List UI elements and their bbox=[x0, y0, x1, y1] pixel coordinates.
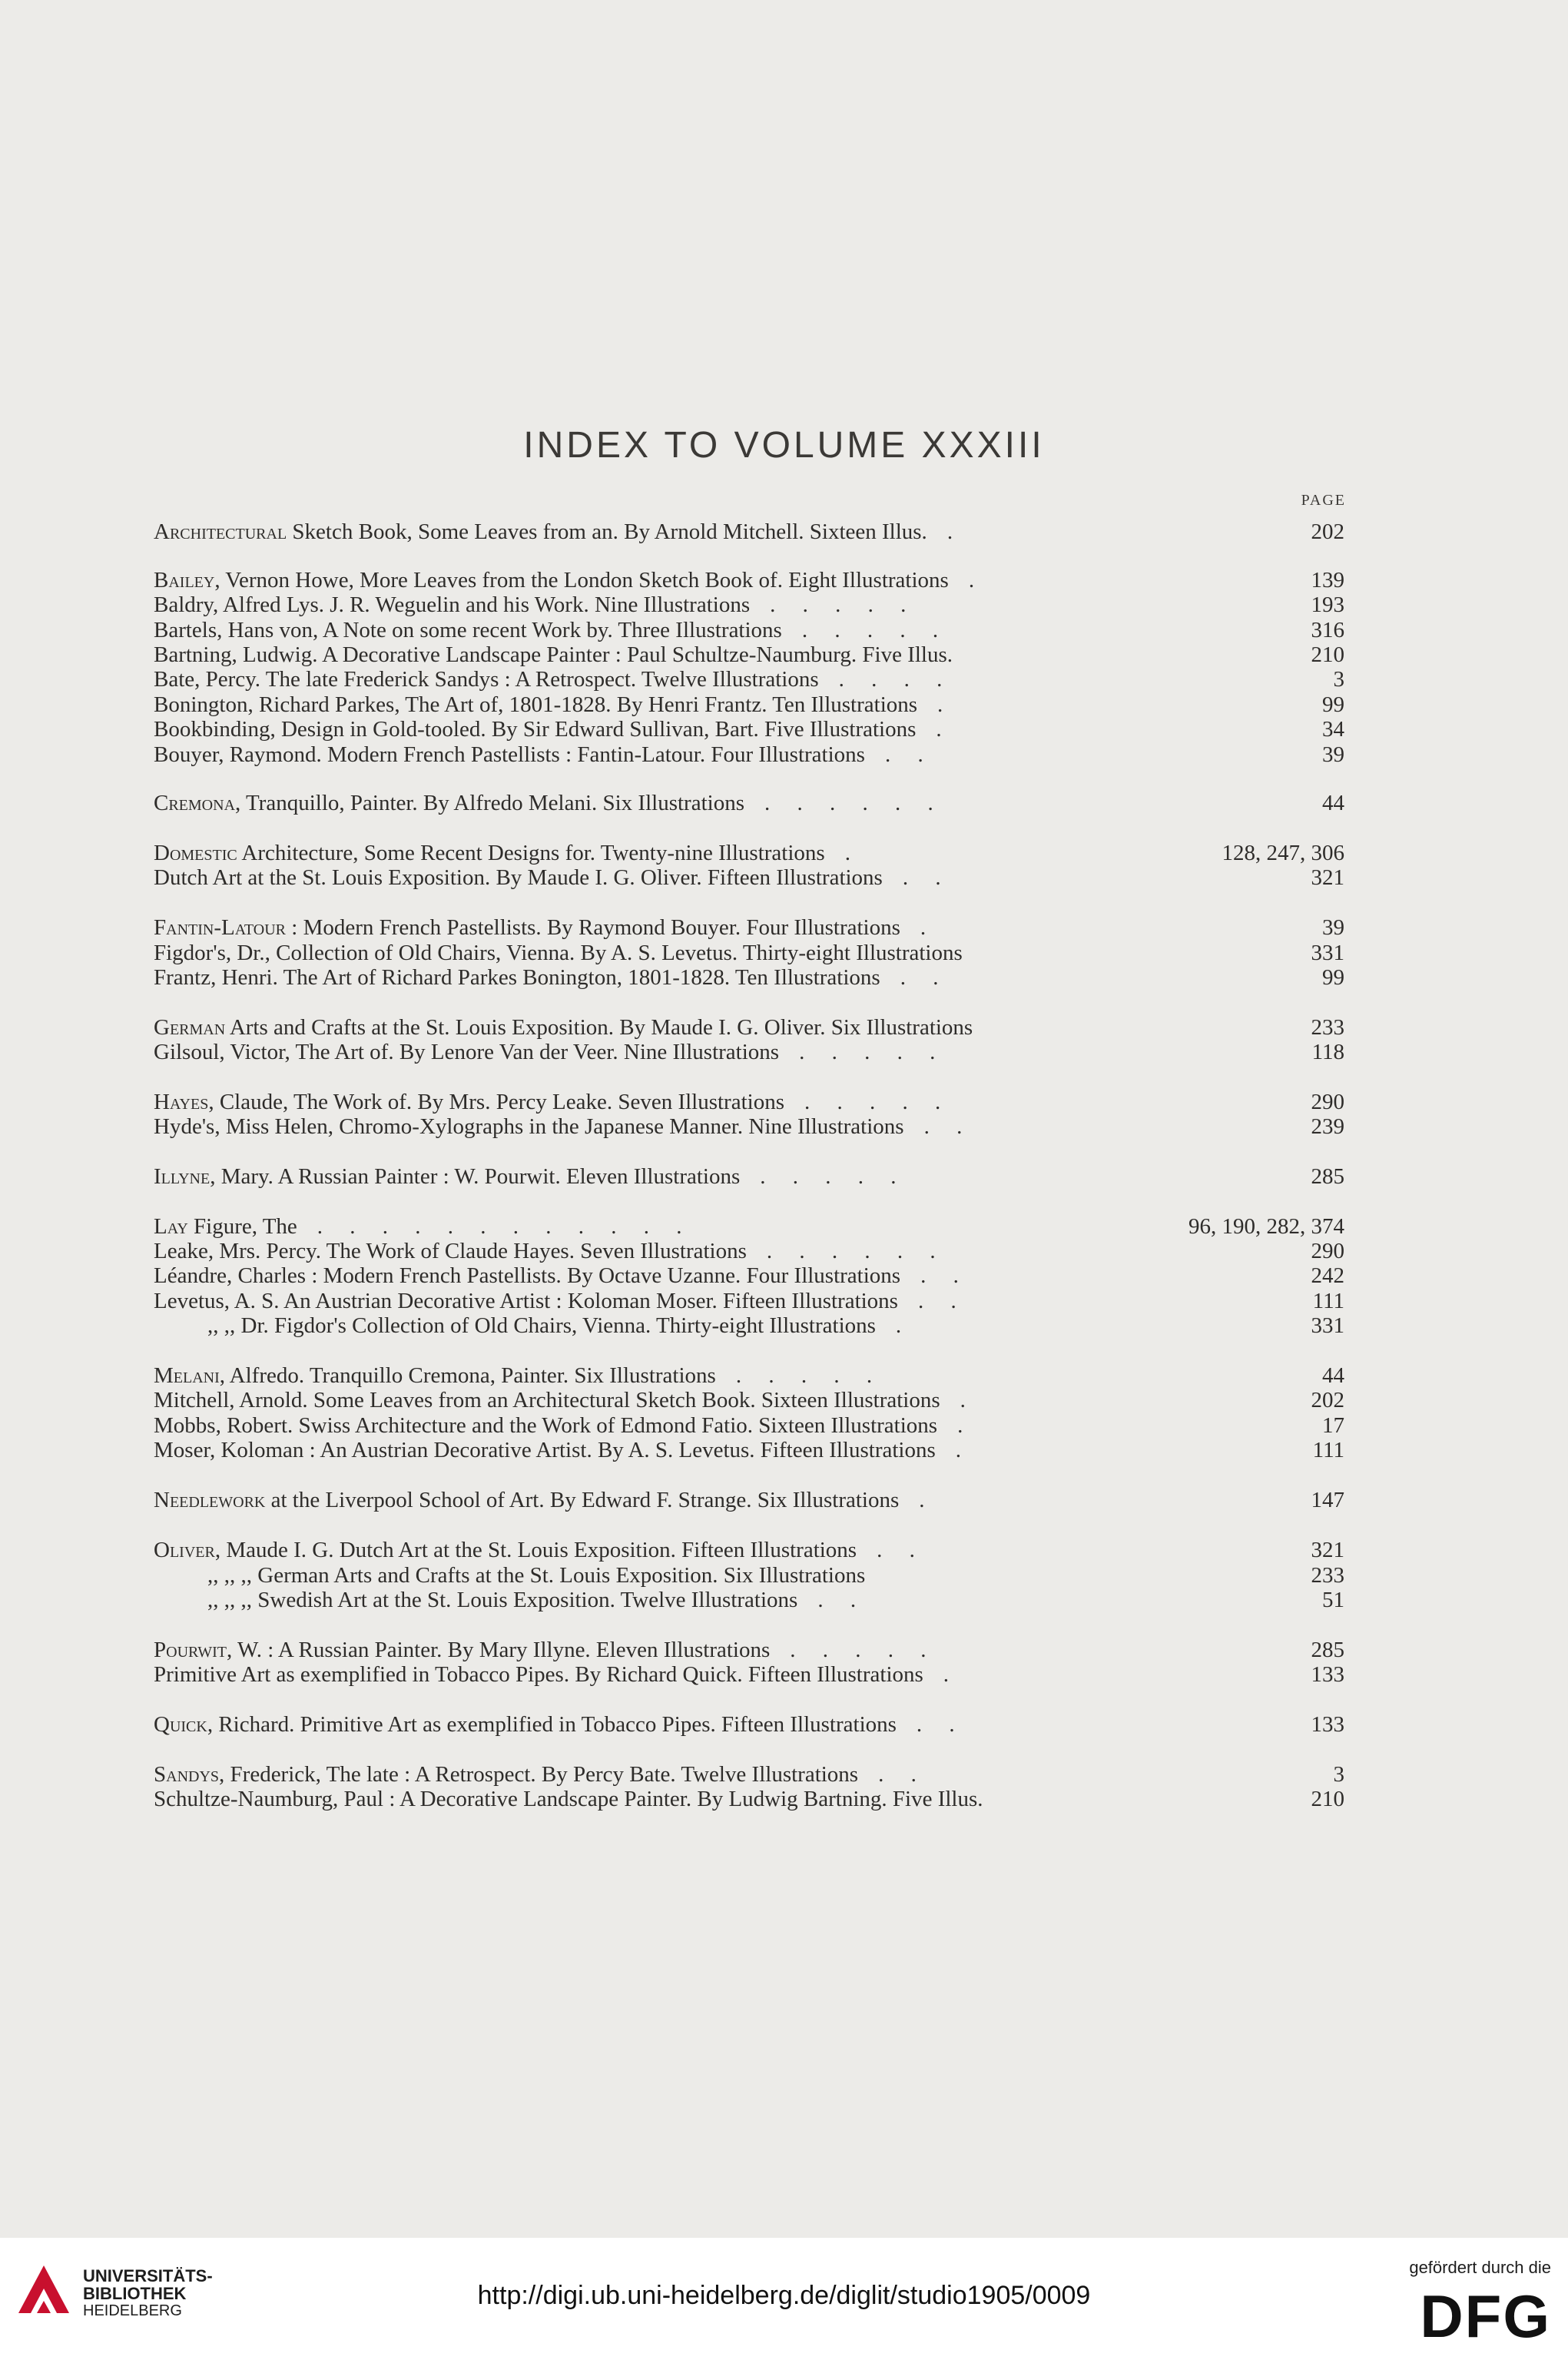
entry-heading: Cremona bbox=[154, 791, 236, 815]
entry-heading: German bbox=[154, 1015, 226, 1040]
entry-heading: Pourwit bbox=[154, 1638, 227, 1662]
entry-description: ,, ,, ,, German Arts and Crafts at the St. Louis Exposition. Six Illustrations bbox=[207, 1563, 866, 1588]
entry-page-number: 44 bbox=[1322, 1363, 1344, 1388]
entry-description: Bate, Percy. The late Frederick Sandys : A Retrospect. Twelve Illustrations bbox=[154, 667, 819, 692]
entry-text bbox=[154, 1037, 946, 1067]
entry-leader-dots: . . . . . bbox=[760, 1164, 907, 1189]
entry-heading: Architectural bbox=[154, 519, 287, 544]
entry-description: ,, ,, ,, Swedish Art at the St. Louis Exposition. Twelve Illustrations bbox=[207, 1588, 798, 1612]
entry-leader-dots: . . . . bbox=[838, 667, 953, 692]
entry-description: Bouyer, Raymond. Modern French Pastellists : Fantin-Latour. Four Illustrations bbox=[154, 742, 865, 767]
index-entry bbox=[154, 516, 1344, 547]
entry-page-number: 111 bbox=[1312, 1438, 1344, 1462]
entry-description: Primitive Art as exemplified in Tobacco Pipes. By Richard Quick. Fifteen Illustrations bbox=[154, 1662, 923, 1687]
entry-description: , Mary. A Russian Painter : W. Pourwit. Eleven Illustrations bbox=[210, 1164, 741, 1189]
entry-leader-dots: . bbox=[943, 1662, 960, 1687]
entry-description: at the Liverpool School of Art. By Edward F. Strange. Six Illustrations bbox=[265, 1488, 900, 1512]
index-entry bbox=[154, 862, 1344, 893]
entry-page-number: 285 bbox=[1311, 1164, 1344, 1189]
page-column-label: PAGE bbox=[1301, 492, 1346, 509]
library-name-line-1: UNIVERSITÄTS- bbox=[83, 2266, 213, 2285]
entry-page-number: 34 bbox=[1322, 717, 1344, 742]
entry-page-number: 290 bbox=[1311, 1090, 1344, 1114]
entry-leader-dots: . . bbox=[877, 1538, 926, 1562]
entry-page-number: 139 bbox=[1311, 568, 1344, 592]
funding-caption: gefördert durch die bbox=[1409, 2258, 1551, 2277]
entry-page-number: 331 bbox=[1311, 941, 1344, 965]
entry-page-number: 210 bbox=[1311, 642, 1344, 667]
entry-heading: Lay bbox=[154, 1214, 188, 1239]
entry-leader-dots: . bbox=[844, 841, 861, 865]
entry-leader-dots: . bbox=[968, 568, 986, 592]
index-entry bbox=[154, 1111, 1344, 1142]
entry-heading: Sandys bbox=[154, 1762, 220, 1787]
entry-description: Sketch Book, Some Leaves from an. By Arnold Mitchell. Sixteen Illus. bbox=[287, 519, 927, 544]
entry-description: : Modern French Pastellists. By Raymond Bouyer. Four Illustrations bbox=[286, 915, 900, 940]
entry-text bbox=[154, 862, 952, 893]
entry-description: , Tranquillo, Painter. By Alfredo Melani. Six Illustrations bbox=[235, 791, 744, 815]
entry-leader-dots: . bbox=[946, 519, 964, 544]
entry-page-number: 3 bbox=[1333, 1762, 1344, 1787]
entry-text bbox=[154, 1161, 907, 1192]
entry-leader-dots: . bbox=[895, 1313, 913, 1338]
index-entry bbox=[154, 1310, 1344, 1341]
entry-page-number: 99 bbox=[1322, 692, 1344, 717]
entry-page-number: 233 bbox=[1311, 1563, 1344, 1588]
entry-leader-dots: . . . . . bbox=[770, 592, 917, 617]
entry-page-number: 321 bbox=[1311, 865, 1344, 890]
entry-description: , Claude, The Work of. By Mrs. Percy Leake. Seven Illustrations bbox=[208, 1090, 784, 1114]
entry-page-number: 242 bbox=[1311, 1263, 1344, 1288]
index-entry bbox=[154, 1485, 1344, 1515]
entry-description: , W. : A Russian Painter. By Mary Illyne. Eleven Illustrations bbox=[227, 1638, 771, 1662]
entry-description: Gilsoul, Victor, The Art of. By Lenore Van der Veer. Nine Illustrations bbox=[154, 1040, 780, 1064]
entry-text bbox=[154, 788, 944, 818]
entry-page-number: 96, 190, 282, 374 bbox=[1188, 1214, 1344, 1239]
entry-description: Arts and Crafts at the St. Louis Exposition. By Maude I. G. Oliver. Six Illustrations bbox=[225, 1015, 973, 1040]
entry-text bbox=[154, 1784, 983, 1814]
entry-text bbox=[154, 1485, 936, 1515]
entry-description: , Maude I. G. Dutch Art at the St. Louis Exposition. Fifteen Illustrations bbox=[214, 1538, 857, 1562]
library-name-line-2: BIBLIOTHEK bbox=[83, 2284, 187, 2303]
index-entry bbox=[154, 1709, 1344, 1740]
index-entry bbox=[154, 1585, 1344, 1615]
entry-description: Bartning, Ludwig. A Decorative Landscape Painter : Paul Schultze-Naumburg. Five Illus. bbox=[154, 642, 953, 667]
index-entry bbox=[154, 788, 1344, 818]
index-entry bbox=[154, 1435, 1344, 1465]
index-entry bbox=[154, 1784, 1344, 1814]
entry-leader-dots: . . bbox=[916, 1712, 966, 1737]
entry-page-number: 39 bbox=[1322, 742, 1344, 767]
entry-description: Bonington, Richard Parkes, The Art of, 1801-1828. By Henri Frantz. Ten Illustrations bbox=[154, 692, 918, 717]
entry-leader-dots: . . . . . bbox=[735, 1363, 883, 1388]
entry-leader-dots: . bbox=[957, 1413, 974, 1438]
entry-page-number: 118 bbox=[1311, 1040, 1344, 1064]
entry-page-number: 51 bbox=[1322, 1588, 1344, 1612]
entry-leader-dots: . . . . . bbox=[790, 1638, 937, 1662]
entry-description: Leake, Mrs. Percy. The Work of Claude Hayes. Seven Illustrations bbox=[154, 1239, 747, 1263]
entry-description: Bartels, Hans von, A Note on some recent Work by. Three Illustrations bbox=[154, 618, 782, 642]
entry-leader-dots: . . . . . . . . . . . . bbox=[317, 1214, 693, 1239]
entry-page-number: 290 bbox=[1311, 1239, 1344, 1263]
entry-leader-dots: . . bbox=[902, 865, 952, 890]
entry-leader-dots: . bbox=[919, 1488, 936, 1512]
entry-leader-dots: . . . . . bbox=[799, 1040, 946, 1064]
entry-description: Figdor's, Dr., Collection of Old Chairs, Vienna. By A. S. Levetus. Thirty-eight Illustrations bbox=[154, 941, 963, 965]
page-title: INDEX TO VOLUME XXXIII bbox=[523, 425, 1045, 466]
entry-page-number: 210 bbox=[1311, 1787, 1344, 1811]
entry-page-number: 331 bbox=[1311, 1313, 1344, 1338]
entry-page-number: 202 bbox=[1311, 1388, 1344, 1412]
entry-description: , Richard. Primitive Art as exemplified in Tobacco Pipes. Fifteen Illustrations bbox=[207, 1712, 897, 1737]
entry-page-number: 239 bbox=[1311, 1114, 1344, 1139]
entry-page-number: 133 bbox=[1311, 1712, 1344, 1737]
entry-text bbox=[154, 1111, 973, 1142]
entry-leader-dots: . . bbox=[923, 1114, 973, 1139]
entry-description: , Alfredo. Tranquillo Cremona, Painter. Six Illustrations bbox=[219, 1363, 716, 1388]
entry-text bbox=[207, 1310, 912, 1341]
entry-leader-dots: . . bbox=[878, 1762, 927, 1787]
entry-text bbox=[154, 1709, 966, 1740]
entry-page-number: 321 bbox=[1311, 1538, 1344, 1562]
entry-page-number: 44 bbox=[1322, 791, 1344, 815]
entry-heading: Melani bbox=[154, 1363, 220, 1388]
entry-page-number: 3 bbox=[1333, 667, 1344, 692]
entry-description: Frantz, Henri. The Art of Richard Parkes Bonington, 1801-1828. Ten Illustrations bbox=[154, 965, 880, 990]
entry-leader-dots: . . bbox=[900, 965, 950, 990]
entry-page-number: 316 bbox=[1311, 618, 1344, 642]
entry-leader-dots: . . bbox=[917, 1289, 967, 1313]
entry-page-number: 202 bbox=[1311, 519, 1344, 544]
entry-page-number: 147 bbox=[1311, 1488, 1344, 1512]
entry-description: Architecture, Some Recent Designs for. Twenty-nine Illustrations bbox=[237, 841, 825, 865]
index-entry bbox=[154, 739, 1344, 770]
entry-description: Hyde's, Miss Helen, Chromo-Xylographs in the Japanese Manner. Nine Illustrations bbox=[154, 1114, 904, 1139]
index-entry bbox=[154, 1161, 1344, 1192]
entry-page-number: 193 bbox=[1311, 592, 1344, 617]
entry-description: Baldry, Alfred Lys. J. R. Weguelin and his Work. Nine Illustrations bbox=[154, 592, 751, 617]
entry-description: Bookbinding, Design in Gold-tooled. By Sir Edward Sullivan, Bart. Five Illustrations bbox=[154, 717, 917, 742]
entry-leader-dots: . bbox=[960, 1388, 976, 1412]
entry-leader-dots: . . bbox=[920, 1263, 970, 1288]
entry-page-number: 111 bbox=[1312, 1289, 1344, 1313]
entry-text bbox=[154, 962, 949, 993]
entry-description: Schultze-Naumburg, Paul : A Decorative Landscape Painter. By Ludwig Bartning. Five Illus. bbox=[154, 1787, 983, 1811]
entry-text bbox=[154, 1659, 960, 1690]
entry-heading: Bailey bbox=[154, 568, 215, 592]
entry-leader-dots: . . . . . bbox=[804, 1090, 952, 1114]
entry-text bbox=[154, 1435, 972, 1465]
entry-leader-dots: . . . . . . bbox=[766, 1239, 946, 1263]
entry-leader-dots: . . . . . bbox=[801, 618, 950, 642]
entry-page-number: 39 bbox=[1322, 915, 1344, 940]
entry-description: Mobbs, Robert. Swiss Architecture and the Work of Edmond Fatio. Sixteen Illustrations bbox=[154, 1413, 938, 1438]
entry-description: Léandre, Charles : Modern French Pastellists. By Octave Uzanne. Four Illustrations bbox=[154, 1263, 901, 1288]
source-url-link[interactable]: http://digi.ub.uni-heidelberg.de/diglit/studio1905/0009 bbox=[477, 2281, 1091, 2310]
entry-description: ,, ,, Dr. Figdor's Collection of Old Chairs, Vienna. Thirty-eight Illustrations bbox=[207, 1313, 876, 1338]
entry-heading: Needlework bbox=[154, 1488, 266, 1512]
entry-heading: Domestic bbox=[154, 841, 237, 865]
dfg-logo-icon[interactable]: DFG bbox=[1420, 2282, 1551, 2350]
entry-page-number: 133 bbox=[1311, 1662, 1344, 1687]
entry-page-number: 285 bbox=[1311, 1638, 1344, 1662]
entry-description: , Frederick, The late : A Retrospect. By Percy Bate. Twelve Illustrations bbox=[219, 1762, 859, 1787]
entry-text bbox=[154, 516, 963, 547]
index-entry bbox=[154, 1037, 1344, 1067]
entry-leader-dots: . bbox=[920, 915, 937, 940]
entry-page-number: 17 bbox=[1322, 1413, 1344, 1438]
entry-description: , Vernon Howe, More Leaves from the London Sketch Book of. Eight Illustrations bbox=[214, 568, 949, 592]
entry-heading: Illyne bbox=[154, 1164, 211, 1189]
entry-leader-dots: . bbox=[936, 717, 953, 742]
entry-heading: Oliver bbox=[154, 1538, 215, 1562]
entry-page-number: 99 bbox=[1322, 965, 1344, 990]
entry-leader-dots: . . bbox=[817, 1588, 867, 1612]
entry-text bbox=[207, 1585, 867, 1615]
entry-leader-dots: . bbox=[955, 1438, 972, 1462]
entry-page-number: 128, 247, 306 bbox=[1222, 841, 1344, 865]
entry-description: Dutch Art at the St. Louis Exposition. By Maude I. G. Oliver. Fifteen Illustrations bbox=[154, 865, 883, 890]
entry-text bbox=[154, 739, 934, 770]
entry-leader-dots: . . . . . . bbox=[764, 791, 944, 815]
index-entry bbox=[154, 962, 1344, 993]
library-name-line-3: HEIDELBERG bbox=[83, 2302, 182, 2319]
entry-description: Levetus, A. S. An Austrian Decorative Artist : Koloman Moser. Fifteen Illustrations bbox=[154, 1289, 898, 1313]
entry-description: Moser, Koloman : An Austrian Decorative Artist. By A. S. Levetus. Fifteen Illustrations bbox=[154, 1438, 936, 1462]
entry-heading: Fantin-Latour bbox=[154, 915, 287, 940]
entry-leader-dots: . . bbox=[884, 742, 934, 767]
entry-leader-dots: . bbox=[937, 692, 954, 717]
entry-heading: Quick bbox=[154, 1712, 207, 1737]
entry-description: Mitchell, Arnold. Some Leaves from an Architectural Sketch Book. Sixteen Illustrations bbox=[154, 1388, 940, 1412]
entry-page-number: 233 bbox=[1311, 1015, 1344, 1040]
entry-heading: Hayes bbox=[154, 1090, 209, 1114]
entry-description: Figure, The bbox=[187, 1214, 297, 1239]
index-entry bbox=[154, 1659, 1344, 1690]
